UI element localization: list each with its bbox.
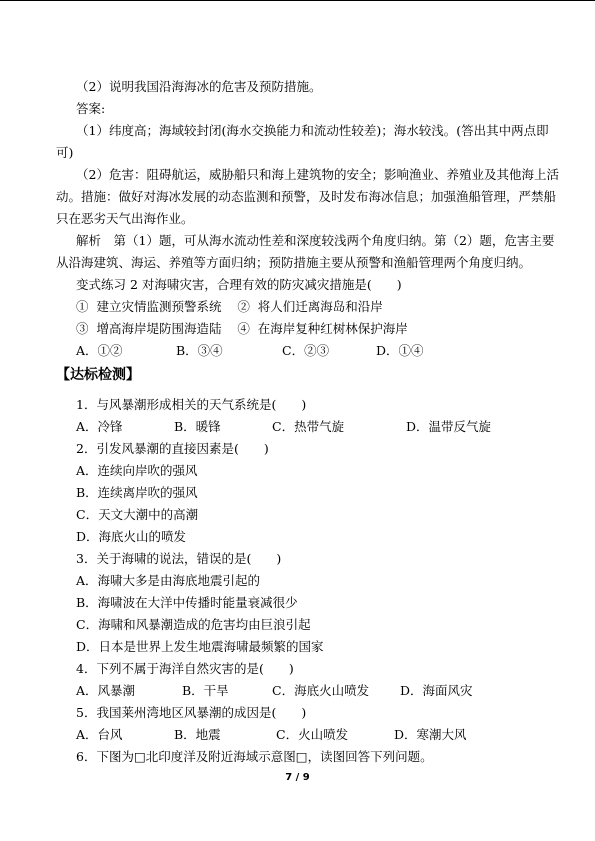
q5-option-b: B．地震 — [174, 727, 221, 742]
option-d: D．①④ — [376, 343, 424, 358]
answer-1-line-1: （1）纬度高；海域较封闭(海水交换能力和流动性较差)；海水较浅。(答出其中两点即 — [76, 123, 549, 138]
question-1-options — [76, 416, 566, 437]
question-6: 6．下图为□北印度洋及附近海域示意图□，读图回答下列问题。 — [76, 749, 433, 764]
q1-option-b: B．暖锋 — [174, 419, 221, 434]
question-4: 4．下列不属于海洋自然灾害的是( ) — [76, 661, 294, 676]
option-c: C．②③ — [282, 343, 330, 358]
q3-option-a: A．海啸大多是由海底地震引起的 — [76, 573, 261, 588]
variant-question: 变式练习 2 对海啸灾害，合理有效的防灾减灾措施是( ) — [76, 277, 402, 292]
top-rule — [0, 0, 595, 1]
question-2-text: （2）说明我国沿海海冰的危害及预防措施。 — [76, 79, 322, 94]
q2b-option-a: A．连续向岸吹的强风 — [76, 463, 198, 478]
variant-items-row-2: ③ 增高海岸堤防围海造陆 ④ 在海岸复种红树林保护海岸 — [76, 321, 408, 336]
question-3: 3．关于海啸的说法，错误的是( ) — [76, 551, 282, 566]
q5-option-a: A．台风 — [76, 727, 123, 742]
q4-option-d: D．海面风灾 — [400, 683, 473, 698]
analysis-line-1: 解析 第（1）题，可从海水流动性差和深度较浅两个角度归纳。第（2）题，危害主要 — [76, 233, 555, 248]
variant-items-row-1: ① 建立灾情监测预警系统 ② 将人们迁离海岛和沿岸 — [76, 299, 383, 314]
q2b-option-b: B．连续离岸吹的强风 — [76, 485, 198, 500]
question-1: 1．与风暴潮形成相关的天气系统是( ) — [76, 397, 307, 412]
question-5: 5．我国莱州湾地区风暴潮的成因是( ) — [76, 705, 307, 720]
answer-1-line-2: 可) — [56, 145, 74, 160]
q4-option-b: B．干旱 — [182, 683, 229, 698]
answer-2-line-2: 动。措施：做好对海冰发展的动态监测和预警，及时发布海冰信息；加强渔船管理，严禁船 — [56, 189, 557, 204]
q3-option-c: C．海啸和风暴潮造成的危害均由巨浪引起 — [76, 617, 311, 632]
question-5-options — [76, 724, 566, 745]
q2b-option-c: C．天文大潮中的高潮 — [76, 507, 199, 522]
section-title: 【达标检测】 — [56, 367, 140, 383]
q3-option-d: D．日本是世界上发生地震海啸最频繁的国家 — [76, 639, 324, 654]
q1-option-a: A．冷锋 — [76, 419, 123, 434]
q3-option-b: B．海啸波在大洋中传播时能量衰减很少 — [76, 595, 298, 610]
question-2b: 2．引发风暴潮的直接因素是( ) — [76, 441, 269, 456]
q5-option-d: D．寒潮大风 — [394, 727, 467, 742]
answer-2-line-1: （2）危害：阻碍航运，威胁船只和海上建筑物的安全；影响渔业、养殖业及其他海上活 — [76, 167, 559, 182]
option-a: A．①② — [76, 343, 123, 358]
q4-option-c: C．海底火山喷发 — [272, 683, 370, 698]
q5-option-c: C．火山喷发 — [276, 727, 349, 742]
variant-options — [76, 340, 566, 361]
option-b: B．③④ — [176, 343, 223, 358]
answer-label: 答案: — [76, 101, 106, 116]
q1-option-c: C．热带气旋 — [272, 419, 345, 434]
analysis-line-2: 从沿海建筑、海运、养殖等方面归纳；预防措施主要从预警和渔船管理两个角度归纳。 — [56, 255, 532, 270]
q1-option-d: D．温带反气旋 — [406, 419, 492, 434]
answer-2-line-3: 只在恶劣天气出海作业。 — [56, 211, 194, 226]
page-number: 7 / 9 — [285, 772, 310, 783]
q4-option-a: A．风暴潮 — [76, 683, 136, 698]
question-4-options — [76, 680, 566, 701]
q2b-option-d: D．海底火山的喷发 — [76, 529, 187, 544]
